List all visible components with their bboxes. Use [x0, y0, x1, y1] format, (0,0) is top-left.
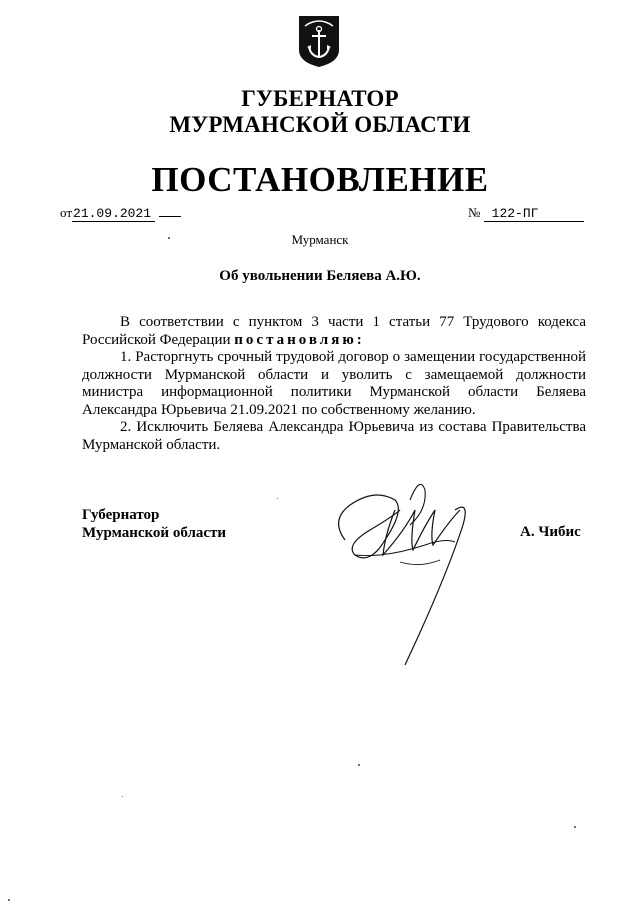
body-item-2: 2. Исключить Беляева Александра Юрьевича из состава Правительства Мурманской области.: [82, 419, 586, 453]
coat-of-arms-icon: [297, 14, 341, 68]
date-underline: [159, 216, 181, 217]
date-value: 21.09.2021: [72, 206, 155, 222]
position-line-2: Мурманской области: [82, 525, 227, 541]
scan-speck: [574, 826, 576, 828]
scan-speck: [358, 764, 360, 766]
scan-speck: [168, 237, 170, 239]
document-type: ПОСТАНОВЛЕНИЕ: [151, 160, 489, 199]
body-intro: [82, 314, 586, 349]
number-value: 122-ПГ: [484, 206, 584, 222]
date-prefix: от: [60, 205, 73, 220]
intro-text: В соответствии с пунктом 3 части 1 статьи 77 Трудового кодекса Российской Федерации: [82, 314, 586, 348]
signatory-position: [82, 506, 226, 542]
number-prefix: №: [468, 205, 481, 220]
decree-word: постановляю:: [234, 331, 365, 348]
document-subject: Об увольнении Беляева А.Ю.: [219, 268, 421, 284]
city: Мурманск: [291, 232, 349, 247]
position-line-1: Губернатор: [82, 507, 160, 523]
org-line-2: МУРМАНСКОЙ ОБЛАСТИ: [169, 112, 471, 137]
body-item-1: 1. Расторгнуть срочный трудовой договор о замещении государственной должности Мурманской области и уволить с замещаемой должности министра информационной политики Мурманской области Беляева Александра Юрьевича 21.09.2021 по собственному желанию.: [82, 349, 586, 418]
scan-speck: [8, 899, 10, 901]
scan-speck: [277, 498, 278, 499]
scan-speck: [122, 796, 123, 797]
number-field: [468, 205, 584, 222]
signatory-name: А. Чибис: [520, 524, 581, 540]
org-line-1: ГУБЕРНАТОР: [241, 86, 399, 111]
handwritten-signature-icon: [325, 470, 485, 670]
document-body: [82, 314, 586, 454]
organization-title: [0, 86, 640, 138]
date-field: [60, 205, 181, 221]
